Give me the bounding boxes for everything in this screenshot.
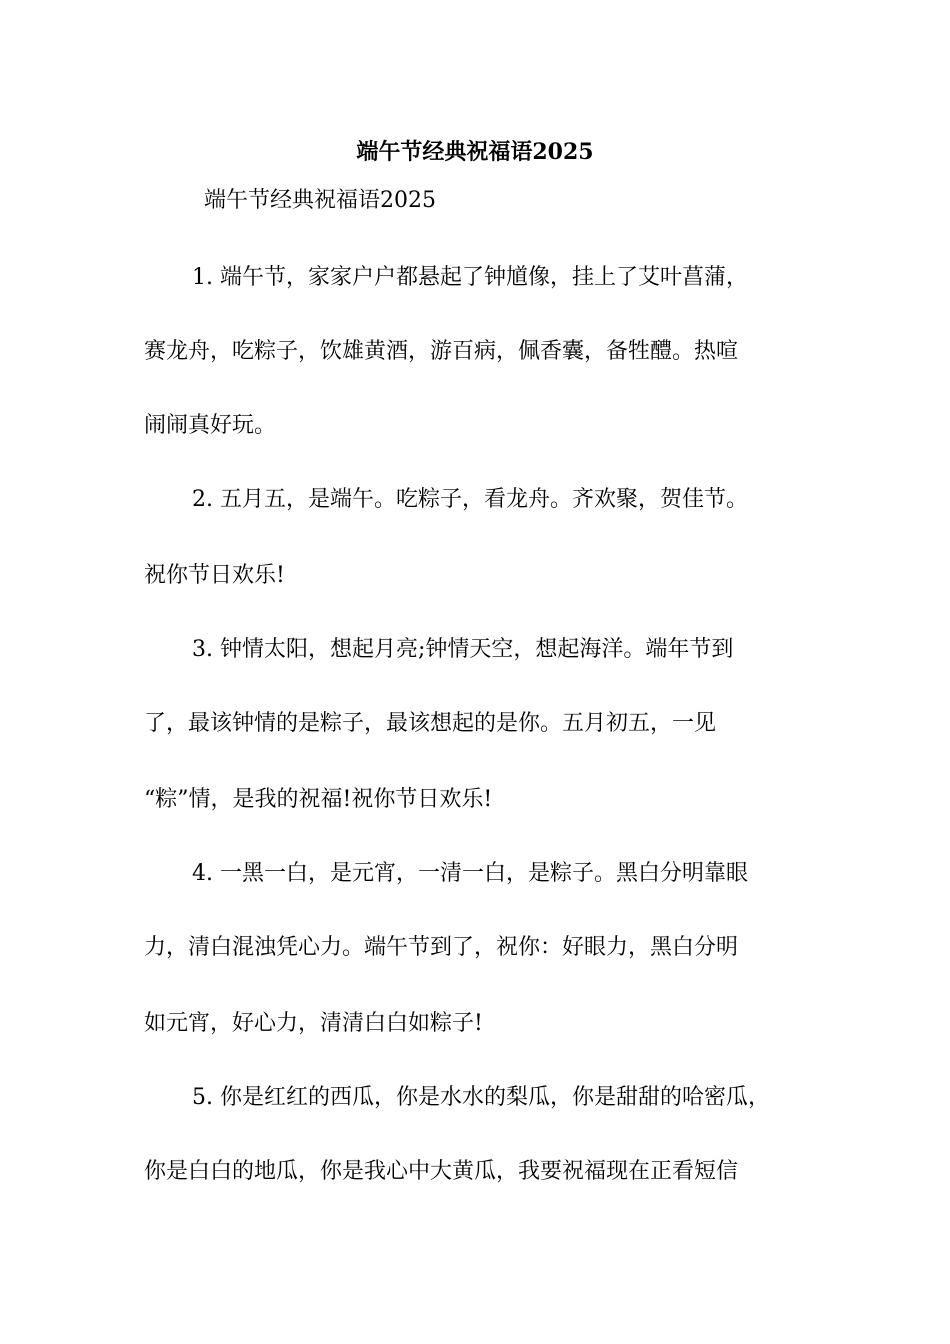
- paragraph-3-line-3: “粽”情，是我的祝福!祝你节日欢乐!: [144, 787, 493, 812]
- paragraph-2-line-1: 2. 五月五，是端午。吃粽子，看龙舟。齐欢聚，贺佳节。: [192, 487, 748, 512]
- page-title: 端午节经典祝福语2025: [356, 139, 594, 165]
- paragraph-3-line-2: 了，最该钟情的是粽子，最该想起的是你。五月初五，一见: [144, 711, 717, 736]
- paragraph-4-line-3: 如元宵，好心力，清清白白如粽子!: [144, 1011, 483, 1036]
- paragraph-1-line-3: 闹闹真好玩。: [144, 413, 277, 438]
- paragraph-5-line-2: 你是白白的地瓜，你是我心中大黄瓜，我要祝福现在正看短信: [144, 1159, 739, 1184]
- paragraph-2-line-2: 祝你节日欢乐!: [144, 563, 285, 588]
- paragraph-4-line-2: 力，清白混浊凭心力。端午节到了，祝你：好眼力，黑白分明: [144, 935, 739, 960]
- paragraph-3-line-1: 3. 钟情太阳，想起月亮;钟情天空，想起海洋。端年节到: [192, 637, 734, 662]
- page-subtitle: 端午节经典祝福语2025: [204, 188, 436, 213]
- paragraph-1-line-1: 1. 端午节，家家户户都悬起了钟馗像，挂上了艾叶菖蒲，: [192, 265, 748, 290]
- paragraph-1-line-2: 赛龙舟，吃粽子，饮雄黄酒，游百病，佩香囊，备牲醴。热喧: [144, 339, 739, 364]
- paragraph-4-line-1: 4. 一黑一白，是元宵，一清一白，是粽子。黑白分明靠眼: [192, 861, 748, 886]
- paragraph-5-line-1: 5. 你是红红的西瓜，你是水水的梨瓜，你是甜甜的哈密瓜，: [192, 1085, 770, 1110]
